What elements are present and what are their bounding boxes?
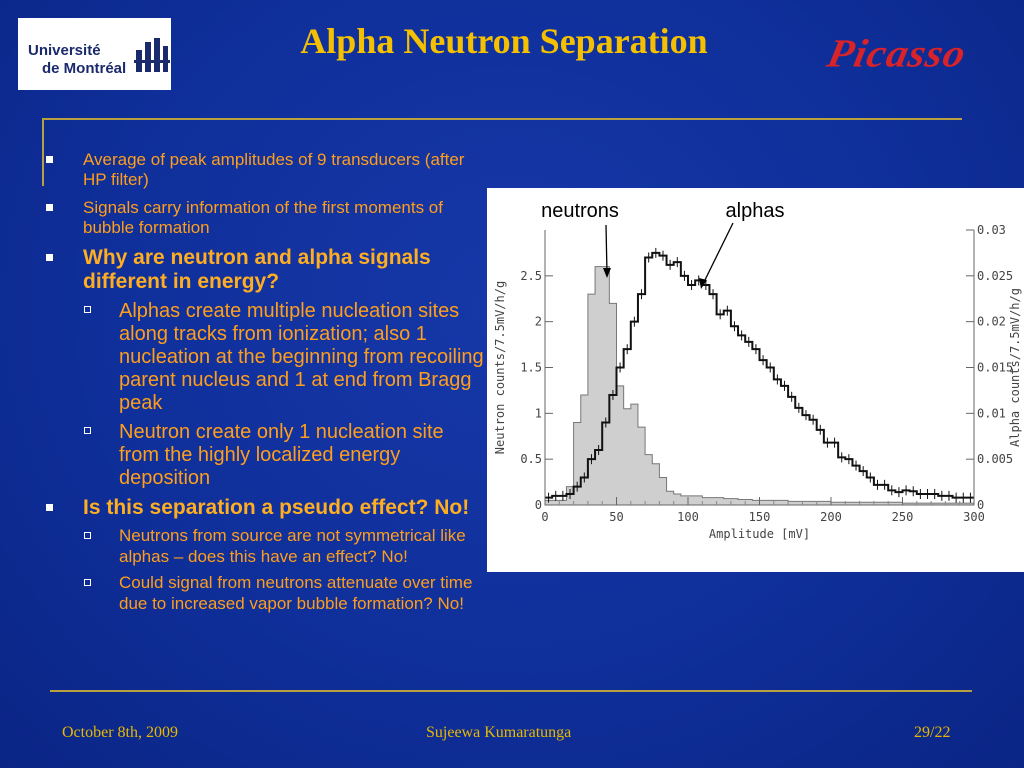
hollow-square-bullet-icon [84,427,91,434]
x-tick-label: 50 [609,510,624,524]
slide-title: Alpha Neutron Separation [300,21,708,61]
top-rule [42,118,962,120]
y-left-tick-label: 0.5 [520,452,542,467]
y-right-axis-label: Alpha counts/7.5mV/h/g [1008,288,1022,447]
square-bullet-icon [46,254,53,261]
picasso-logo: Picasso [823,32,971,76]
hollow-square-bullet-icon [84,579,91,586]
x-tick-label: 0 [541,510,549,524]
footer-page-number: 29/22 [914,724,951,741]
sub-bullet-item: Neutron create only 1 nucleation site from the highly localized energy deposition [46,421,486,490]
histogram-svg [487,188,1024,572]
left-rule [42,118,44,186]
hollow-square-bullet-icon [84,532,91,539]
bullet-item: Average of peak amplitudes of 9 transducers (after HP filter) [46,150,486,190]
y-right-tick-label: 0.015 [977,360,1014,375]
sub-bullet-item: Neutrons from source are not symmetrical like alphas – does this have an effect? No! [46,526,486,567]
bullet-item-bold: Why are neutron and alpha signals different in energy? [46,246,486,294]
neutron-histogram [545,267,974,505]
footer-author: Sujeewa Kumaratunga [426,724,572,741]
annotation-alphas: alphas [725,200,785,222]
y-right-tick-label: 0.01 [977,406,1006,421]
histogram-chart [487,188,1024,572]
y-right-tick-label: 0 [977,498,985,512]
square-bullet-icon [46,156,53,163]
bottom-rule [50,690,972,692]
square-bullet-icon [46,504,53,511]
sub-bullet-item: Alphas create multiple nucleation sites along tracks from ionization; also 1 nucleation at the beginning from recoiling parent nucleus and 1 at end from Bragg peak [46,300,486,415]
y-left-tick-label: 1.5 [520,360,542,375]
y-left-axis-label: Neutron counts/7.5mV/h/g [493,280,507,455]
annotation-neutrons: neutrons [541,200,619,222]
logo-text-line1: Université [28,42,101,59]
bullet-item: Signals carry information of the first moments of bubble formation [46,198,486,238]
y-right-tick-label: 0.025 [977,268,1014,283]
y-right-tick-label: 0.03 [977,223,1006,237]
footer-date: October 8th, 2009 [62,724,178,741]
y-left-tick-label: 0 [534,498,542,512]
x-tick-label: 300 [963,510,985,524]
y-right-tick-label: 0.02 [977,314,1006,329]
y-left-tick-label: 1 [534,406,542,421]
x-tick-label: 250 [891,510,914,524]
y-right-tick-label: 0.005 [977,452,1014,467]
hollow-square-bullet-icon [84,306,91,313]
logo-text-line2: de Montréal [42,60,127,77]
x-tick-label: 150 [748,510,771,524]
square-bullet-icon [46,204,53,211]
x-tick-label: 100 [677,510,699,524]
bullet-list [46,150,486,620]
y-left-tick-label: 2.5 [520,268,542,283]
alphas-arrow [703,223,733,284]
x-axis-label: Amplitude [mV] [708,527,811,541]
x-tick-label: 200 [820,510,842,524]
bullet-item-bold: Is this separation a pseudo effect? No! [46,496,486,520]
y-left-tick-label: 2 [534,314,542,329]
sub-bullet-item: Could signal from neutrons attenuate over time due to increased vapor bubble formation? No! [46,573,486,614]
